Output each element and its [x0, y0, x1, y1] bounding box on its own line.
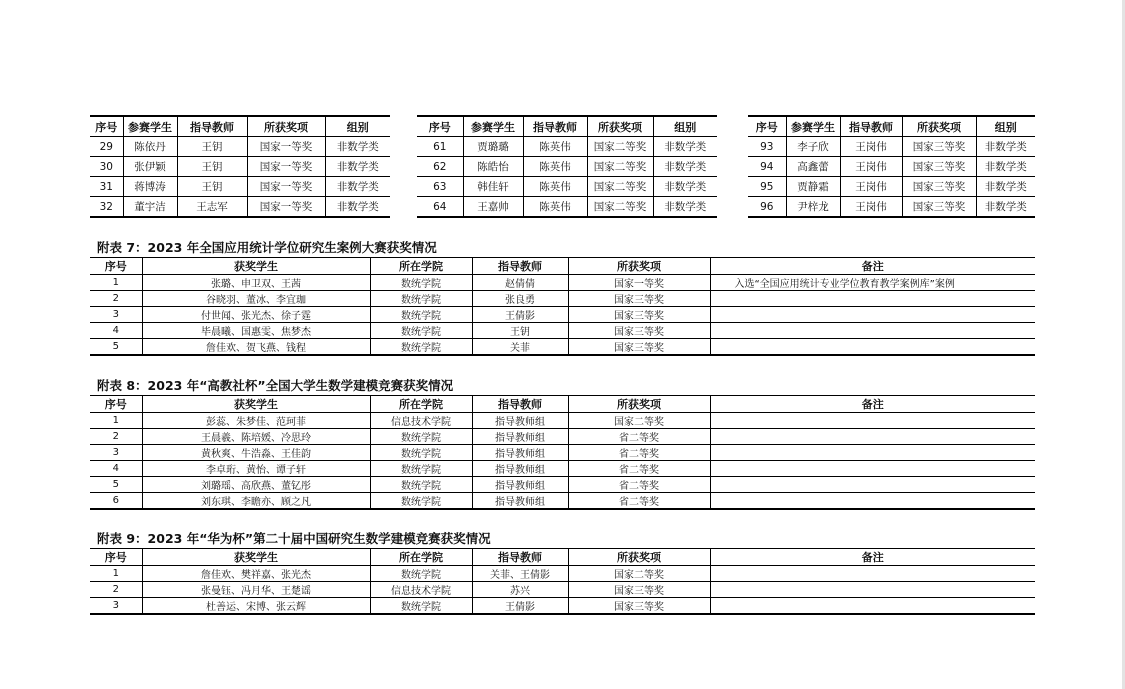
cell-award: 国家三等奖: [902, 137, 976, 157]
cell-students: 王晨羲、陈培媛、冷思玲: [142, 429, 370, 445]
appendix-8-title: 附表 8：2023 年“高教社杯”全国大学生数学建模竞赛获奖情况: [97, 378, 454, 393]
header-student: 参赛学生: [786, 116, 840, 137]
cell-award: 国家三等奖: [568, 323, 710, 339]
cell-college: 数统学院: [370, 323, 472, 339]
cell-group: 非数学类: [653, 197, 717, 218]
cell-note: [710, 445, 1035, 461]
header-teacher: 指导教师: [472, 258, 568, 275]
cell-student: 贾璐璐: [463, 137, 523, 157]
header-group: 组别: [653, 116, 717, 137]
cell-teacher: 指导教师组: [472, 429, 568, 445]
header-index: 序号: [90, 258, 142, 275]
cell-college: 信息技术学院: [370, 413, 472, 429]
appendix-9-table: [90, 548, 1035, 615]
header-college: 所在学院: [370, 549, 472, 566]
cell-student: 高鑫蕾: [786, 157, 840, 177]
cell-group: 非数学类: [976, 197, 1035, 218]
cell-students: 黄秋爽、牛浩淼、王佳韵: [142, 445, 370, 461]
header-index: 序号: [748, 116, 786, 137]
cell-group: 非数学类: [325, 197, 390, 218]
cell-note: [710, 566, 1035, 582]
cell-award: 国家三等奖: [902, 197, 976, 218]
header-group: 组别: [325, 116, 390, 137]
cell-award: 国家三等奖: [568, 598, 710, 615]
cell-teacher: 王钥: [177, 177, 247, 197]
cell-group: 非数学类: [976, 137, 1035, 157]
cell-college: 数统学院: [370, 461, 472, 477]
cell-college: 数统学院: [370, 477, 472, 493]
table-row: [748, 177, 1035, 197]
cell-teacher: 王岗伟: [840, 177, 902, 197]
table-row: [90, 137, 390, 157]
cell-award: 国家三等奖: [568, 291, 710, 307]
cell-group: 非数学类: [976, 157, 1035, 177]
appendix-7-table: [90, 257, 1035, 356]
cell-college: 数统学院: [370, 429, 472, 445]
cell-award: 国家一等奖: [247, 177, 325, 197]
cell-award: 国家三等奖: [902, 157, 976, 177]
awards-table-middle: [417, 115, 717, 218]
cell-index: 96: [748, 197, 786, 218]
cell-teacher: 王倩影: [472, 598, 568, 615]
header-note: 备注: [710, 258, 1035, 275]
cell-award: 国家二等奖: [568, 566, 710, 582]
cell-college: 数统学院: [370, 307, 472, 323]
cell-college: 数统学院: [370, 445, 472, 461]
table-header-row: [90, 258, 1035, 275]
cell-teacher: 陈英伟: [523, 197, 587, 218]
table-row: [90, 291, 1035, 307]
table-row: [90, 477, 1035, 493]
table-row: [417, 137, 717, 157]
cell-index: 29: [90, 137, 123, 157]
cell-award: 省二等奖: [568, 477, 710, 493]
table-row: [90, 323, 1035, 339]
header-award: 所获奖项: [587, 116, 653, 137]
cell-index: 6: [90, 493, 142, 510]
cell-group: 非数学类: [653, 137, 717, 157]
cell-note: [710, 477, 1035, 493]
header-teacher: 指导教师: [840, 116, 902, 137]
table-row: [90, 339, 1035, 356]
cell-note: [710, 339, 1035, 356]
table-row: [90, 157, 390, 177]
cell-index: 1: [90, 413, 142, 429]
cell-teacher: 指导教师组: [472, 413, 568, 429]
cell-note: [710, 493, 1035, 510]
cell-index: 63: [417, 177, 463, 197]
cell-teacher: 王钥: [177, 137, 247, 157]
cell-teacher: 王钥: [177, 157, 247, 177]
appendix-9-title: 附表 9：2023 年“华为杯”第二十届中国研究生数学建模竞赛获奖情况: [97, 531, 491, 546]
header-student: 参赛学生: [123, 116, 177, 137]
cell-students: 李卓珩、黄怡、谭子轩: [142, 461, 370, 477]
cell-index: 1: [90, 275, 142, 291]
cell-teacher: 赵倩倩: [472, 275, 568, 291]
header-note: 备注: [710, 396, 1035, 413]
cell-award: 省二等奖: [568, 461, 710, 477]
cell-award: 国家一等奖: [568, 275, 710, 291]
cell-students: 付世闻、张光杰、徐子霆: [142, 307, 370, 323]
cell-group: 非数学类: [325, 177, 390, 197]
cell-index: 5: [90, 339, 142, 356]
cell-index: 31: [90, 177, 123, 197]
cell-award: 国家一等奖: [247, 137, 325, 157]
cell-note: [710, 291, 1035, 307]
table-row: [90, 307, 1035, 323]
cell-award: 国家三等奖: [568, 307, 710, 323]
table-header-row: [90, 116, 390, 137]
cell-group: 非数学类: [325, 137, 390, 157]
cell-college: 数统学院: [370, 493, 472, 510]
header-award: 所获奖项: [902, 116, 976, 137]
table-header-row: [748, 116, 1035, 137]
cell-students: 彭蕊、朱梦佳、范珂菲: [142, 413, 370, 429]
cell-college: 数统学院: [370, 275, 472, 291]
header-students: 获奖学生: [142, 549, 370, 566]
cell-index: 2: [90, 582, 142, 598]
appendix-7-title: 附表 7：2023 年全国应用统计学位研究生案例大赛获奖情况: [97, 240, 437, 255]
cell-student: 李子欣: [786, 137, 840, 157]
cell-teacher: 苏兴: [472, 582, 568, 598]
cell-college: 数统学院: [370, 291, 472, 307]
header-note: 备注: [710, 549, 1035, 566]
table-row: [90, 429, 1035, 445]
cell-index: 61: [417, 137, 463, 157]
cell-index: 94: [748, 157, 786, 177]
table-row: [748, 137, 1035, 157]
cell-note: [710, 413, 1035, 429]
cell-teacher: 指导教师组: [472, 477, 568, 493]
header-index: 序号: [90, 396, 142, 413]
awards-table-left: [90, 115, 390, 218]
table-row: [748, 197, 1035, 218]
table-row: [90, 275, 1035, 291]
header-students: 获奖学生: [142, 258, 370, 275]
header-award: 所获奖项: [568, 258, 710, 275]
header-teacher: 指导教师: [472, 396, 568, 413]
cell-college: 数统学院: [370, 598, 472, 615]
header-index: 序号: [90, 549, 142, 566]
cell-index: 62: [417, 157, 463, 177]
table-row: [90, 413, 1035, 429]
cell-group: 非数学类: [653, 177, 717, 197]
cell-students: 詹佳欢、贺飞燕、钱程: [142, 339, 370, 356]
cell-group: 非数学类: [976, 177, 1035, 197]
cell-note: [710, 582, 1035, 598]
cell-index: 4: [90, 323, 142, 339]
cell-students: 刘璐瑶、高欣燕、董钇彤: [142, 477, 370, 493]
cell-award: 国家一等奖: [247, 157, 325, 177]
cell-index: 93: [748, 137, 786, 157]
cell-teacher: 指导教师组: [472, 493, 568, 510]
cell-students: 张璐、申卫双、王茜: [142, 275, 370, 291]
header-college: 所在学院: [370, 258, 472, 275]
header-award: 所获奖项: [568, 396, 710, 413]
table-row: [90, 197, 390, 218]
cell-award: 省二等奖: [568, 493, 710, 510]
cell-teacher: 张良勇: [472, 291, 568, 307]
table-row: [90, 582, 1035, 598]
cell-award: 国家二等奖: [587, 197, 653, 218]
cell-award: 国家三等奖: [568, 339, 710, 356]
table-row: [90, 461, 1035, 477]
cell-teacher: 陈英伟: [523, 157, 587, 177]
table-header-row: [90, 549, 1035, 566]
cell-student: 董宇洁: [123, 197, 177, 218]
cell-teacher: 指导教师组: [472, 461, 568, 477]
cell-index: 95: [748, 177, 786, 197]
cell-award: 国家二等奖: [587, 137, 653, 157]
cell-teacher: 王倩影: [472, 307, 568, 323]
cell-teacher: 指导教师组: [472, 445, 568, 461]
cell-teacher: 陈英伟: [523, 137, 587, 157]
table-row: [90, 598, 1035, 615]
header-index: 序号: [417, 116, 463, 137]
table-header-row: [90, 396, 1035, 413]
header-student: 参赛学生: [463, 116, 523, 137]
cell-award: 国家一等奖: [247, 197, 325, 218]
cell-student: 陈依丹: [123, 137, 177, 157]
table-row: [90, 566, 1035, 582]
cell-note: [710, 323, 1035, 339]
header-award: 所获奖项: [247, 116, 325, 137]
cell-student: 蒋博涛: [123, 177, 177, 197]
cell-college: 数统学院: [370, 566, 472, 582]
cell-award: 国家二等奖: [568, 413, 710, 429]
cell-teacher: 关菲: [472, 339, 568, 356]
table-header-row: [417, 116, 717, 137]
cell-college: 数统学院: [370, 339, 472, 356]
cell-index: 1: [90, 566, 142, 582]
cell-college: 信息技术学院: [370, 582, 472, 598]
cell-students: 谷晓羽、董冰、李宜珈: [142, 291, 370, 307]
cell-teacher: 陈英伟: [523, 177, 587, 197]
cell-students: 杜善运、宋博、张云辉: [142, 598, 370, 615]
cell-student: 陈皓怡: [463, 157, 523, 177]
cell-student: 王嘉帅: [463, 197, 523, 218]
cell-note: 入选“全国应用统计专业学位教育教学案例库”案例: [710, 275, 1035, 291]
table-row: [90, 445, 1035, 461]
table-row: [417, 197, 717, 218]
header-college: 所在学院: [370, 396, 472, 413]
cell-index: 32: [90, 197, 123, 218]
appendix-8-table: [90, 395, 1035, 510]
cell-teacher: 关菲、王倩影: [472, 566, 568, 582]
cell-student: 韩佳轩: [463, 177, 523, 197]
cell-students: 詹佳欢、樊祥嘉、张光杰: [142, 566, 370, 582]
cell-note: [710, 598, 1035, 615]
cell-note: [710, 461, 1035, 477]
cell-teacher: 王志军: [177, 197, 247, 218]
header-teacher: 指导教师: [177, 116, 247, 137]
cell-group: 非数学类: [653, 157, 717, 177]
cell-award: 国家二等奖: [587, 177, 653, 197]
cell-student: 贾静霜: [786, 177, 840, 197]
cell-teacher: 王岗伟: [840, 137, 902, 157]
cell-note: [710, 307, 1035, 323]
cell-teacher: 王岗伟: [840, 197, 902, 218]
cell-index: 5: [90, 477, 142, 493]
cell-group: 非数学类: [325, 157, 390, 177]
cell-award: 省二等奖: [568, 429, 710, 445]
cell-students: 张曼钰、冯月华、王楚谣: [142, 582, 370, 598]
header-teacher: 指导教师: [472, 549, 568, 566]
table-row: [417, 177, 717, 197]
cell-student: 张伊颖: [123, 157, 177, 177]
cell-students: 毕晨曦、国惠雯、焦梦杰: [142, 323, 370, 339]
table-row: [748, 157, 1035, 177]
cell-award: 国家二等奖: [587, 157, 653, 177]
cell-student: 尹梓龙: [786, 197, 840, 218]
table-row: [90, 493, 1035, 510]
cell-award: 国家三等奖: [902, 177, 976, 197]
cell-index: 4: [90, 461, 142, 477]
cell-index: 2: [90, 291, 142, 307]
cell-students: 刘东琪、李瞻亦、顾之凡: [142, 493, 370, 510]
cell-teacher: 王岗伟: [840, 157, 902, 177]
cell-award: 省二等奖: [568, 445, 710, 461]
cell-index: 3: [90, 445, 142, 461]
cell-index: 3: [90, 598, 142, 615]
header-group: 组别: [976, 116, 1035, 137]
cell-award: 国家三等奖: [568, 582, 710, 598]
header-teacher: 指导教师: [523, 116, 587, 137]
cell-note: [710, 429, 1035, 445]
cell-teacher: 王钥: [472, 323, 568, 339]
header-students: 获奖学生: [142, 396, 370, 413]
awards-table-right: [748, 115, 1035, 218]
cell-index: 3: [90, 307, 142, 323]
cell-index: 2: [90, 429, 142, 445]
table-row: [90, 177, 390, 197]
header-award: 所获奖项: [568, 549, 710, 566]
cell-index: 64: [417, 197, 463, 218]
cell-index: 30: [90, 157, 123, 177]
header-index: 序号: [90, 116, 123, 137]
table-row: [417, 157, 717, 177]
